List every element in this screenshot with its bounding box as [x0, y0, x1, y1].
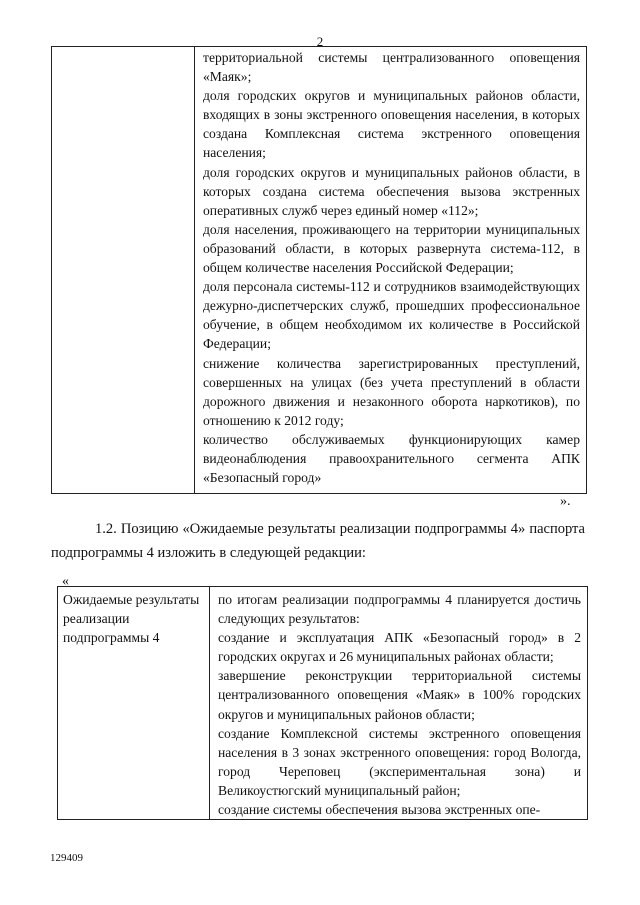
table-column-divider: [209, 587, 210, 819]
document-code: 129409: [50, 852, 83, 864]
paragraph-1-2: [51, 517, 585, 565]
expected-results-table: [57, 586, 588, 820]
list-item: создание Комплексной системы экстренного оповещения населения в 3 зонах экстренного оповещения: город Вологда, город Череповец (экспериментальная зона) и Великоустюгский муниципальный район;: [218, 725, 581, 798]
list-item: завершение реконструкции территориальной системы централизованного оповещения «Маяк» в 100% городских округов и муниципальных районов области;: [218, 668, 581, 722]
list-item: доля городских округов и муниципальных районов области, входящих в зоны экстренного оповещения населения, в которых создана Комплексная система экстренного оповещения населения;: [203, 88, 580, 161]
table-left-cell: Ожидаемые результаты реализации подпрограммы 4: [63, 592, 200, 646]
list-item: количество обслуживаемых функционирующих камер видеонаблюдения правоохранительного сегмента АПК «Безопасный город»: [203, 431, 580, 486]
list-item: по итогам реализации подпрограммы 4 планируется достичь следующих результатов:: [218, 592, 581, 627]
list-item: создание системы обеспечения вызова экстренных опе-: [218, 802, 541, 818]
list-item: доля персонала системы-112 и сотрудников взаимодействующих дежурно-диспетчерских служб, прошедших профессиональное обучение, в общем необходимом их количестве в Российской Федерации;: [203, 279, 580, 352]
page-number: 2: [316, 34, 324, 49]
table-right-cell: [203, 48, 580, 487]
opening-quote-mark: «: [62, 574, 69, 589]
table-right-cell: [218, 590, 581, 819]
list-item: снижение количества зарегистрированных преступлений, совершенных на улицах (без учета преступлений в области дорожного движения и незаконного оборота наркотиков), по отношению к 2012 году;: [203, 355, 580, 428]
table-continuation: [51, 46, 587, 494]
list-item: доля населения, проживающего на территории муниципальных образований области, в которых развернута система-112, в общем количестве населения Российской Федерации;: [203, 221, 580, 276]
list-item: доля городских округов и муниципальных районов области, в которых создана система обеспечения вызова экстренных оперативных служб через единый номер «112»;: [203, 164, 580, 218]
list-item: создание и эксплуатация АПК «Безопасный город» в 2 городских округах и 26 муниципальных районах области;: [218, 630, 581, 665]
paragraph-text: 1.2. Позицию «Ожидаемые результаты реализации подпрограммы 4» паспорта подпрограммы 4 изложить в следующей редакции:: [51, 521, 585, 561]
table-column-divider: [194, 47, 195, 493]
closing-quote-mark: ».: [560, 494, 571, 509]
list-item: территориальной системы централизованного оповещения «Маяк»;: [203, 50, 580, 85]
